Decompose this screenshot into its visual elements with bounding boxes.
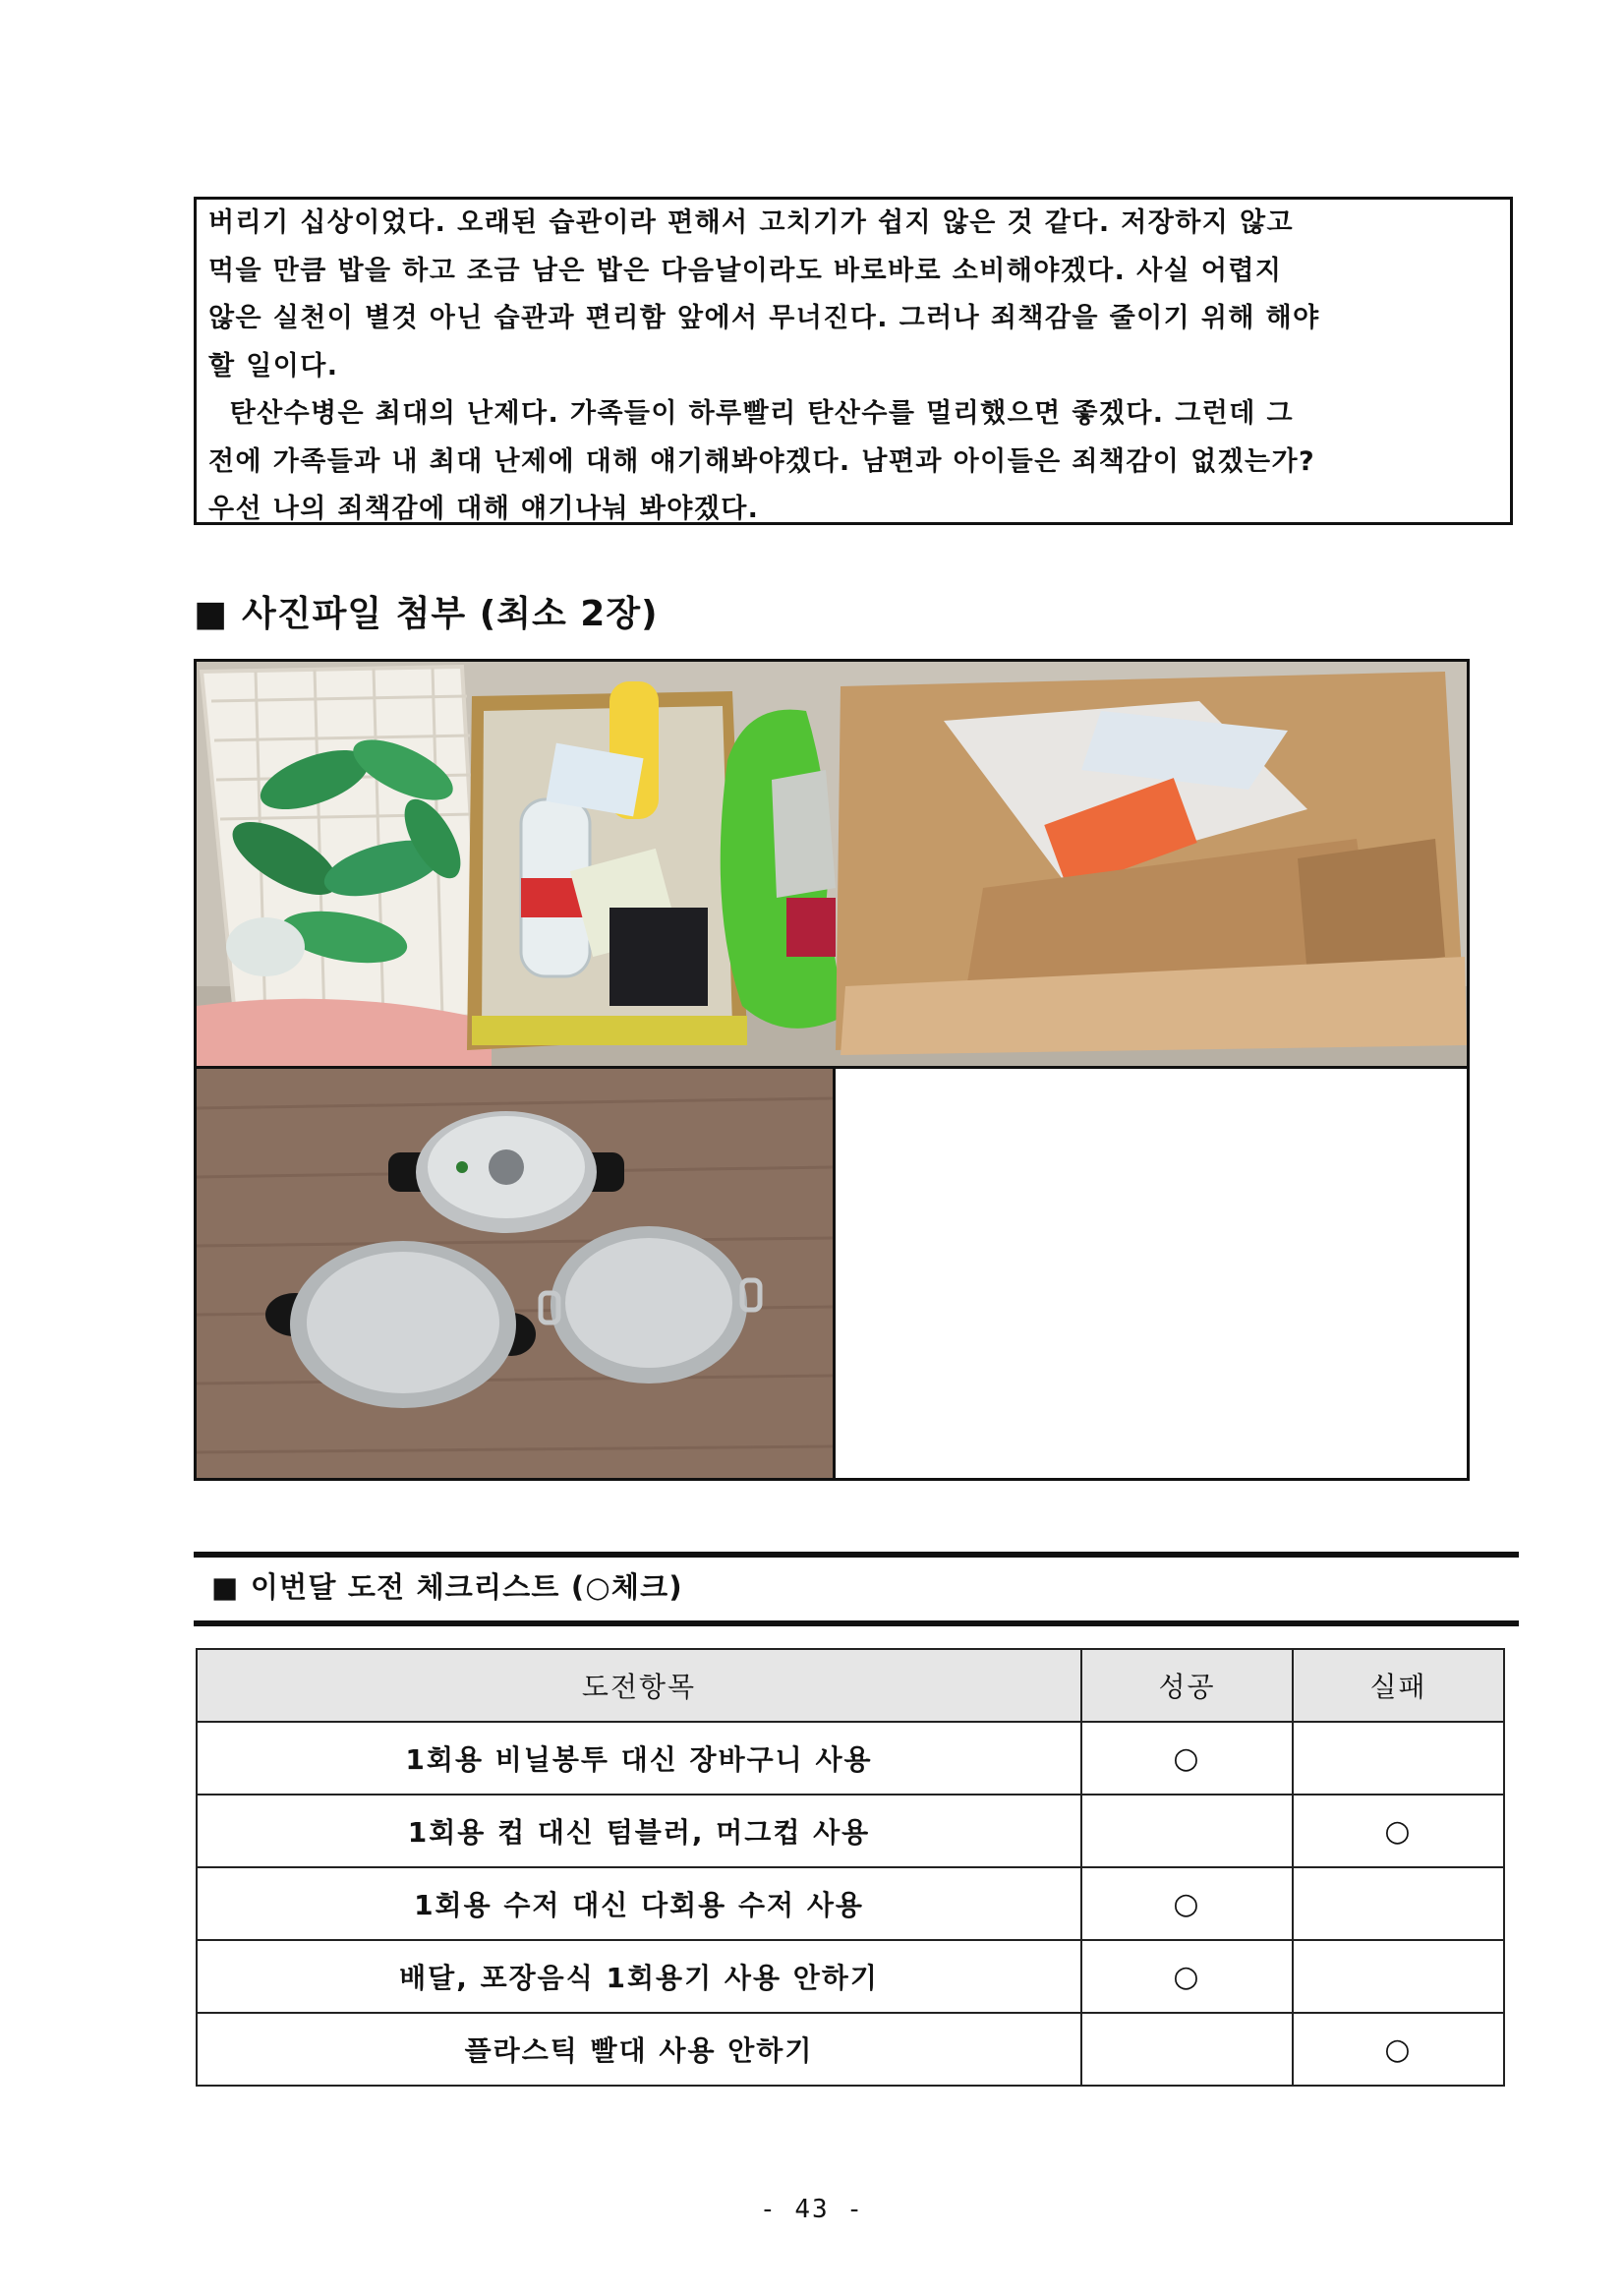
photo-section-heading bbox=[194, 586, 659, 636]
photo-section-title: 사진파일 첨부 (최소 2장) bbox=[242, 594, 659, 634]
challenge-item: 1회용 비닐봉투 대신 장바구니 사용 bbox=[197, 1722, 1081, 1795]
reflection-line: 않은 실천이 별것 아닌 습관과 편리함 앞에서 무너진다. 그러나 죄책감을 줄이기 위해 해야 bbox=[208, 303, 1320, 333]
table-row bbox=[197, 1795, 1504, 1867]
checklist-heading bbox=[211, 1565, 683, 1606]
fail-mark: ○ bbox=[1293, 2013, 1504, 2086]
table-row bbox=[197, 2013, 1504, 2086]
success-mark bbox=[1081, 2013, 1293, 2086]
success-mark: ○ bbox=[1081, 1940, 1293, 2013]
checklist-bottom-rule bbox=[194, 1620, 1519, 1626]
pots-photo bbox=[197, 1069, 836, 1478]
challenge-item: 1회용 수저 대신 다회용 수저 사용 bbox=[197, 1867, 1081, 1940]
fail-mark bbox=[1293, 1940, 1504, 2013]
table-row bbox=[197, 1867, 1504, 1940]
header-success: 성공 bbox=[1081, 1649, 1293, 1722]
recycling-photo bbox=[197, 662, 1467, 1069]
fail-mark bbox=[1293, 1722, 1504, 1795]
reflection-line: 먹을 만큼 밥을 하고 조금 남은 밥은 다음날이라도 바로바로 소비해야겠다. 사실 어렵지 bbox=[208, 255, 1283, 286]
checklist-top-rule bbox=[194, 1552, 1519, 1558]
reflection-line: 우선 나의 죄책감에 대해 얘기나눠 봐야겠다. bbox=[208, 494, 760, 524]
challenge-item: 1회용 컵 대신 텀블러, 머그컵 사용 bbox=[197, 1795, 1081, 1867]
fail-mark: ○ bbox=[1293, 1795, 1504, 1867]
table-header-row bbox=[197, 1649, 1504, 1722]
table-row bbox=[197, 1722, 1504, 1795]
cardboard-box bbox=[836, 672, 1467, 1055]
success-mark bbox=[1081, 1795, 1293, 1867]
success-mark: ○ bbox=[1081, 1722, 1293, 1795]
basket-of-bottles bbox=[197, 667, 492, 1069]
checklist-title: 이번달 도전 체크리스트 (○체크) bbox=[250, 1570, 683, 1604]
reflection-text-box bbox=[194, 197, 1513, 525]
reflection-line: 버리기 십상이었다. 오래된 습관이라 편해서 고치기가 쉽지 않은 것 같다. 저장하지 않고 bbox=[208, 207, 1294, 238]
page-number: - 43 - bbox=[760, 2195, 864, 2224]
challenge-item: 배달, 포장음식 1회용기 사용 안하기 bbox=[197, 1940, 1081, 2013]
photo-attachment-grid bbox=[194, 659, 1470, 1481]
header-challenge-item: 도전항목 bbox=[197, 1649, 1081, 1722]
empty-photo-slot bbox=[836, 1069, 1467, 1478]
challenge-checklist-table bbox=[196, 1648, 1505, 2087]
square-bullet-icon: ■ bbox=[211, 1570, 240, 1604]
success-mark: ○ bbox=[1081, 1867, 1293, 1940]
reflection-line: 전에 가족들과 내 최대 난제에 대해 얘기해봐야겠다. 남편과 아이들은 죄책감이 없겠는가? bbox=[208, 445, 1316, 477]
square-bullet-icon: ■ bbox=[194, 594, 229, 634]
table-row bbox=[197, 1940, 1504, 2013]
header-fail: 실패 bbox=[1293, 1649, 1504, 1722]
fail-mark bbox=[1293, 1867, 1504, 1940]
reflection-line: 탄산수병은 최대의 난제다. 가족들이 하루빨리 탄산수를 멀리했으면 좋겠다. 그런데 그 bbox=[208, 398, 1294, 429]
box-of-plastics bbox=[467, 681, 747, 1050]
reflection-line: 할 일이다. bbox=[208, 350, 339, 382]
challenge-item: 플라스틱 빨대 사용 안하기 bbox=[197, 2013, 1081, 2086]
